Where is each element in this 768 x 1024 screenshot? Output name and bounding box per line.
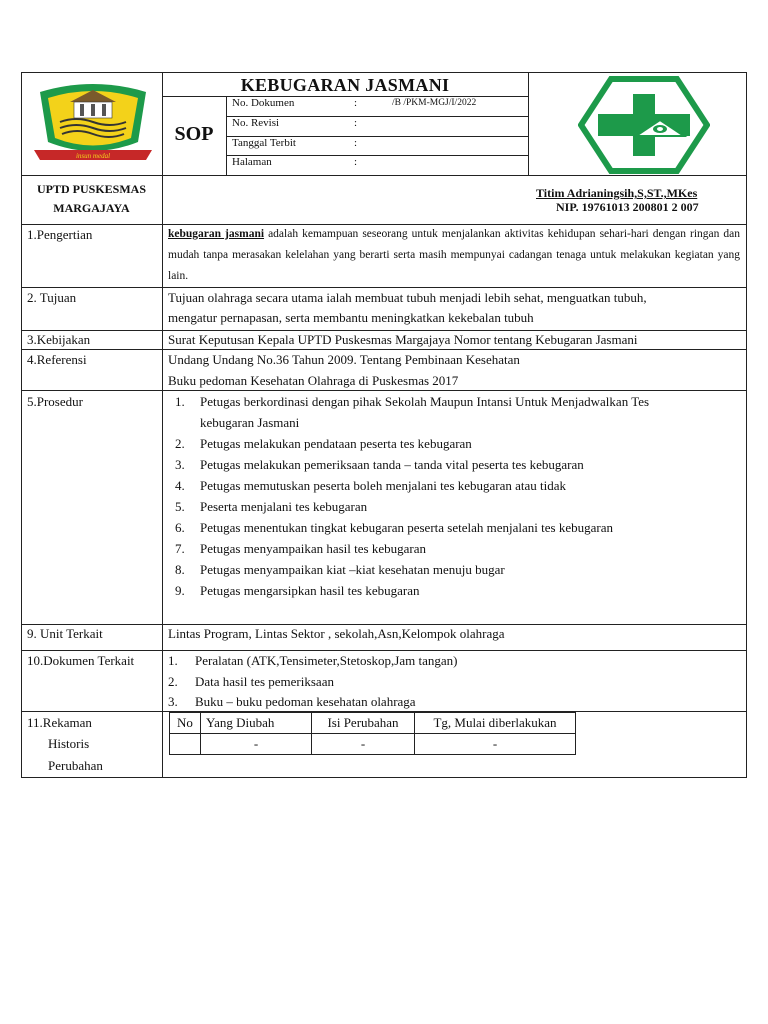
unit-terkait-label: 9. Unit Terkait: [27, 626, 103, 641]
doc-field-label: No. Dokumen: [232, 97, 295, 109]
pengertian-label: 1.Pengertian: [27, 227, 93, 242]
table-header-no: No: [170, 713, 201, 734]
step-number: 6.: [175, 520, 185, 535]
item-number: 1.: [168, 653, 178, 668]
step-number: 5.: [175, 499, 185, 514]
document-title: KEBUGARAN JASMANI: [240, 75, 450, 95]
table-cell: -: [201, 734, 312, 755]
doc-field-sep: :: [354, 156, 358, 168]
rekaman-label-line2: Historis: [48, 736, 90, 751]
step-text: Petugas melakukan pendataan peserta tes kebugaran: [200, 436, 472, 451]
step-text: Petugas berkordinasi dengan pihak Sekolah Maupun Intansi Untuk Menjadwalkan Tes: [200, 394, 650, 409]
step-number: 2.: [175, 436, 185, 451]
item-text: Peralatan (ATK,Tensimeter,Stetoskop,Jam tangan): [195, 653, 458, 668]
item-number: 2.: [168, 674, 178, 689]
pengertian-body: adalah kemampuan seseorang untuk menjalankan aktivitas kehidupan sehari-hari dengan ringan dan mudah tanpa merasakan kelelahan yang berarti serta masih mempunyai cadangan tenaga untuk melakukan kegiatan yang lain.: [168, 228, 740, 282]
step-number: 4.: [175, 478, 185, 493]
item-number: 3.: [168, 694, 178, 709]
dokumen-terkait-label: 10.Dokumen Terkait: [27, 653, 135, 668]
table-header-yang-diubah: Yang Diubah: [201, 713, 312, 734]
step-text: Peserta menjalani tes kebugaran: [200, 499, 368, 514]
rekaman-label-line1: 11.Rekaman: [27, 715, 92, 730]
item-text: Data hasil tes pemeriksaan: [195, 674, 334, 689]
org-name-line1: UPTD PUSKESMAS: [36, 182, 146, 196]
doc-field-value: /B /PKM-MGJ/I/2022: [392, 98, 477, 108]
table-cell: [170, 734, 201, 755]
sop-label: SOP: [174, 123, 214, 145]
tujuan-label: 2. Tujuan: [27, 290, 77, 305]
doc-field-sep: :: [354, 97, 358, 109]
table-header-row: [170, 713, 576, 734]
step-number: 1.: [175, 394, 185, 409]
pengertian-term: kebugaran jasmani: [168, 228, 265, 240]
referensi-line1: Undang Undang No.36 Tahun 2009. Tentang Pembinaan Kesehatan: [168, 352, 520, 367]
doc-field-sep: :: [354, 117, 358, 129]
table-cell: -: [415, 734, 576, 755]
step-text: Petugas melakukan pemeriksaan tanda – tanda vital peserta tes kebugaran: [200, 457, 584, 472]
rekaman-label-line3: Perubahan: [48, 758, 103, 773]
step-text: Petugas memutuskan peserta boleh menjalani tes kebugaran atau tidak: [200, 478, 567, 493]
table-row: [170, 734, 576, 755]
tujuan-line2: mengatur pernapasan, serta membantu meningkatkan kekebalan tubuh: [168, 310, 534, 325]
unit-terkait-text: Lintas Program, Lintas Sektor , sekolah,Asn,Kelompok olahraga: [168, 626, 505, 641]
doc-field-label: Tanggal Terbit: [232, 137, 296, 149]
rekaman-table: [169, 712, 576, 755]
org-name-line2: MARGAJAYA: [53, 201, 130, 215]
step-text: Petugas menyampaikan hasil tes kebugaran: [200, 541, 426, 556]
step-number: 8.: [175, 562, 185, 577]
table-header-tanggal: Tg, Mulai diberlakukan: [415, 713, 576, 734]
step-text: Petugas menentukan tingkat kebugaran peserta setelah menjalani tes kebugaran: [200, 520, 613, 535]
health-cross-logo: [578, 76, 710, 174]
prosedur-label: 5.Prosedur: [27, 394, 83, 409]
kebijakan-text: Surat Keputusan Kepala UPTD Puskesmas Margajaya Nomor tentang Kebugaran Jasmani: [168, 332, 638, 347]
step-number: 7.: [175, 541, 185, 556]
logo-ribbon-text: insun medal: [75, 152, 111, 160]
table-cell: -: [312, 734, 415, 755]
signer-nip: NIP. 19761013 200801 2 007: [556, 200, 699, 214]
doc-field-label: Halaman: [232, 156, 272, 168]
item-text: Buku – buku pedoman kesehatan olahraga: [195, 694, 416, 709]
referensi-label: 4.Referensi: [27, 352, 87, 367]
signer-name: Titim Adrianingsih,S,ST.,MKes: [536, 186, 698, 200]
pengertian-text: [168, 224, 740, 287]
kebijakan-label: 3.Kebijakan: [27, 332, 91, 347]
doc-field-sep: :: [354, 137, 358, 149]
table-header-isi-perubahan: Isi Perubahan: [312, 713, 415, 734]
step-number: 9.: [175, 583, 185, 598]
puskesmas-logo: [30, 80, 156, 168]
step-text: Petugas menyampaikan kiat –kiat kesehatan menuju bugar: [200, 562, 505, 577]
step-number: 3.: [175, 457, 185, 472]
referensi-line2: Buku pedoman Kesehatan Olahraga di Puskesmas 2017: [168, 373, 459, 388]
step-text: Petugas mengarsipkan hasil tes kebugaran: [200, 583, 420, 598]
doc-field-label: No. Revisi: [232, 117, 280, 129]
tujuan-line1: Tujuan olahraga secara utama ialah membuat tubuh menjadi lebih sehat, menguatkan tubuh,: [168, 290, 647, 305]
step-text: kebugaran Jasmani: [200, 415, 300, 430]
